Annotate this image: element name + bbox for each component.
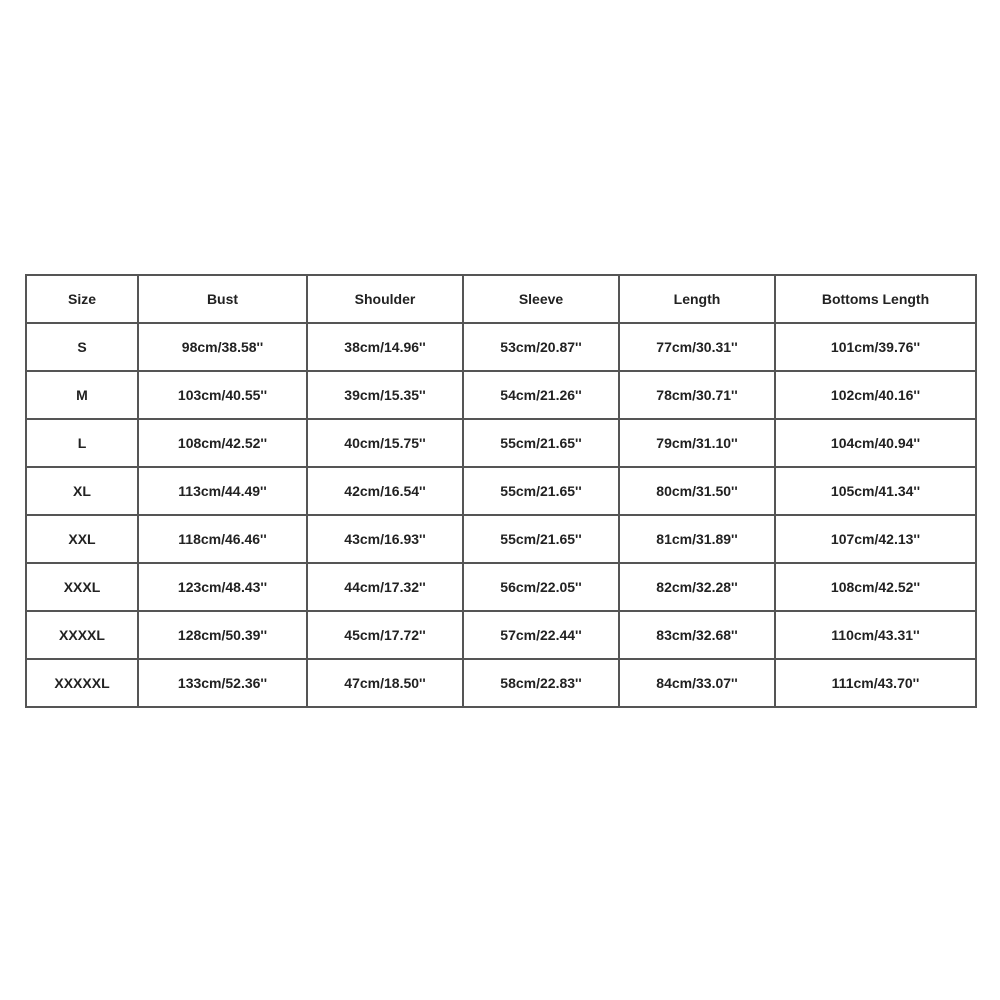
size-cell: XXXXL — [26, 611, 138, 659]
shoulder-cell: 42cm/16.54'' — [307, 467, 463, 515]
bottoms-length-cell: 111cm/43.70'' — [775, 659, 976, 707]
sleeve-cell: 55cm/21.65'' — [463, 419, 619, 467]
shoulder-cell: 43cm/16.93'' — [307, 515, 463, 563]
shoulder-cell: 39cm/15.35'' — [307, 371, 463, 419]
size-cell: XXXXXL — [26, 659, 138, 707]
length-cell: 78cm/30.71'' — [619, 371, 775, 419]
sleeve-cell: 56cm/22.05'' — [463, 563, 619, 611]
header-bust: Bust — [138, 275, 307, 323]
shoulder-cell: 40cm/15.75'' — [307, 419, 463, 467]
header-row — [26, 275, 976, 323]
shoulder-cell: 45cm/17.72'' — [307, 611, 463, 659]
length-cell: 79cm/31.10'' — [619, 419, 775, 467]
sleeve-cell: 57cm/22.44'' — [463, 611, 619, 659]
shoulder-cell: 38cm/14.96'' — [307, 323, 463, 371]
length-cell: 84cm/33.07'' — [619, 659, 775, 707]
table-row — [26, 611, 976, 659]
bottoms-length-cell: 107cm/42.13'' — [775, 515, 976, 563]
length-cell: 77cm/30.31'' — [619, 323, 775, 371]
sleeve-cell: 55cm/21.65'' — [463, 467, 619, 515]
bottoms-length-cell: 108cm/42.52'' — [775, 563, 976, 611]
bust-cell: 133cm/52.36'' — [138, 659, 307, 707]
sleeve-cell: 54cm/21.26'' — [463, 371, 619, 419]
table-row — [26, 659, 976, 707]
shoulder-cell: 44cm/17.32'' — [307, 563, 463, 611]
sleeve-cell: 53cm/20.87'' — [463, 323, 619, 371]
table-row — [26, 515, 976, 563]
bust-cell: 113cm/44.49'' — [138, 467, 307, 515]
bottoms-length-cell: 102cm/40.16'' — [775, 371, 976, 419]
length-cell: 83cm/32.68'' — [619, 611, 775, 659]
table-row — [26, 419, 976, 467]
bust-cell: 103cm/40.55'' — [138, 371, 307, 419]
bust-cell: 98cm/38.58'' — [138, 323, 307, 371]
size-chart-body — [26, 323, 976, 707]
size-cell: L — [26, 419, 138, 467]
table-row — [26, 563, 976, 611]
length-cell: 81cm/31.89'' — [619, 515, 775, 563]
bottoms-length-cell: 101cm/39.76'' — [775, 323, 976, 371]
bust-cell: 118cm/46.46'' — [138, 515, 307, 563]
size-cell: XXXL — [26, 563, 138, 611]
length-cell: 80cm/31.50'' — [619, 467, 775, 515]
bust-cell: 108cm/42.52'' — [138, 419, 307, 467]
table-row — [26, 467, 976, 515]
bust-cell: 128cm/50.39'' — [138, 611, 307, 659]
size-cell: S — [26, 323, 138, 371]
size-chart-header — [26, 275, 976, 323]
bottoms-length-cell: 110cm/43.31'' — [775, 611, 976, 659]
table-row — [26, 323, 976, 371]
header-bottoms-length: Bottoms Length — [775, 275, 976, 323]
table-row — [26, 371, 976, 419]
bust-cell: 123cm/48.43'' — [138, 563, 307, 611]
header-length: Length — [619, 275, 775, 323]
header-sleeve: Sleeve — [463, 275, 619, 323]
sleeve-cell: 55cm/21.65'' — [463, 515, 619, 563]
length-cell: 82cm/32.28'' — [619, 563, 775, 611]
bottoms-length-cell: 105cm/41.34'' — [775, 467, 976, 515]
size-cell: M — [26, 371, 138, 419]
size-chart-table — [25, 274, 977, 708]
header-shoulder: Shoulder — [307, 275, 463, 323]
bottoms-length-cell: 104cm/40.94'' — [775, 419, 976, 467]
size-cell: XL — [26, 467, 138, 515]
sleeve-cell: 58cm/22.83'' — [463, 659, 619, 707]
shoulder-cell: 47cm/18.50'' — [307, 659, 463, 707]
header-size: Size — [26, 275, 138, 323]
size-cell: XXL — [26, 515, 138, 563]
